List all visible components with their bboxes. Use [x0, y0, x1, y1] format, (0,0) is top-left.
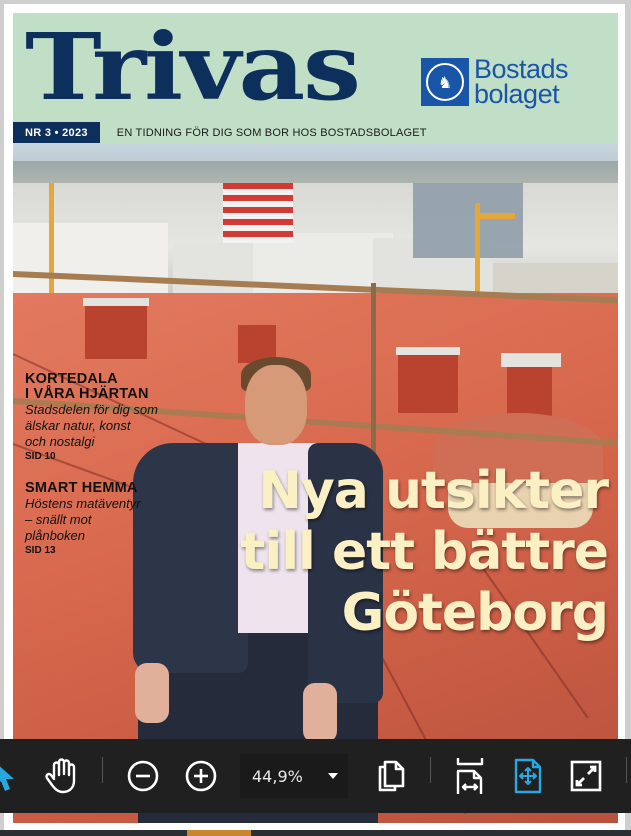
headline-line-2: till ett bättre — [240, 522, 608, 582]
chevron-down-icon — [328, 773, 338, 779]
magazine-cover — [13, 13, 618, 823]
zoom-in-button[interactable] — [182, 739, 220, 813]
magazine-title: Trivas — [25, 13, 359, 121]
pages-icon — [376, 759, 406, 793]
viewer-toolbar — [0, 739, 631, 813]
brand-name — [474, 54, 569, 109]
brand-line-1: Bostads — [474, 54, 569, 84]
cursor-arrow-icon — [0, 759, 20, 793]
fit-width-icon — [455, 757, 485, 795]
headline-line-3: Göteborg — [341, 583, 608, 643]
fullscreen-button[interactable] — [566, 739, 606, 813]
headline-line-1: Nya utsikter — [258, 461, 608, 521]
zoom-out-icon — [126, 759, 160, 793]
page-view-button[interactable] — [372, 739, 410, 813]
select-tool-button[interactable] — [0, 739, 20, 813]
fit-page-button[interactable] — [508, 739, 548, 813]
zoom-level-value: 44,9% — [252, 766, 303, 786]
teaser-kortedala: KORTEDALA I VÅRA HJÄRTAN Stadsdelen för dig som älskar natur, konst och nostalgi SID 10 — [25, 371, 158, 462]
fit-width-button[interactable] — [450, 739, 490, 813]
masthead — [13, 13, 618, 143]
fit-page-icon — [513, 758, 543, 794]
photo-person-jacket — [133, 443, 248, 673]
cover-headline — [241, 461, 608, 644]
zoom-in-icon — [184, 759, 218, 793]
issue-badge: NR 3 • 2023 — [13, 122, 100, 143]
zoom-out-button[interactable] — [124, 739, 162, 813]
document-page[interactable] — [4, 4, 625, 830]
below-viewer-strip — [0, 830, 631, 836]
zoom-level-dropdown[interactable] — [240, 754, 348, 798]
brand-logo — [421, 54, 569, 109]
photo-person-face — [245, 365, 307, 445]
teaser-smart-hemma: SMART HEMMA Höstens matäventyr – snällt mot plånboken SID 13 — [25, 480, 141, 556]
issue-bar — [13, 122, 427, 143]
tagline: EN TIDNING FÖR DIG SOM BOR HOS BOSTADSBOLAGET — [116, 126, 427, 139]
fullscreen-icon — [570, 760, 602, 792]
goteborg-seal-icon: ♞ — [421, 58, 469, 106]
brand-line-2: bolaget — [474, 79, 560, 109]
hand-icon — [44, 757, 80, 795]
pan-tool-button[interactable] — [42, 739, 82, 813]
